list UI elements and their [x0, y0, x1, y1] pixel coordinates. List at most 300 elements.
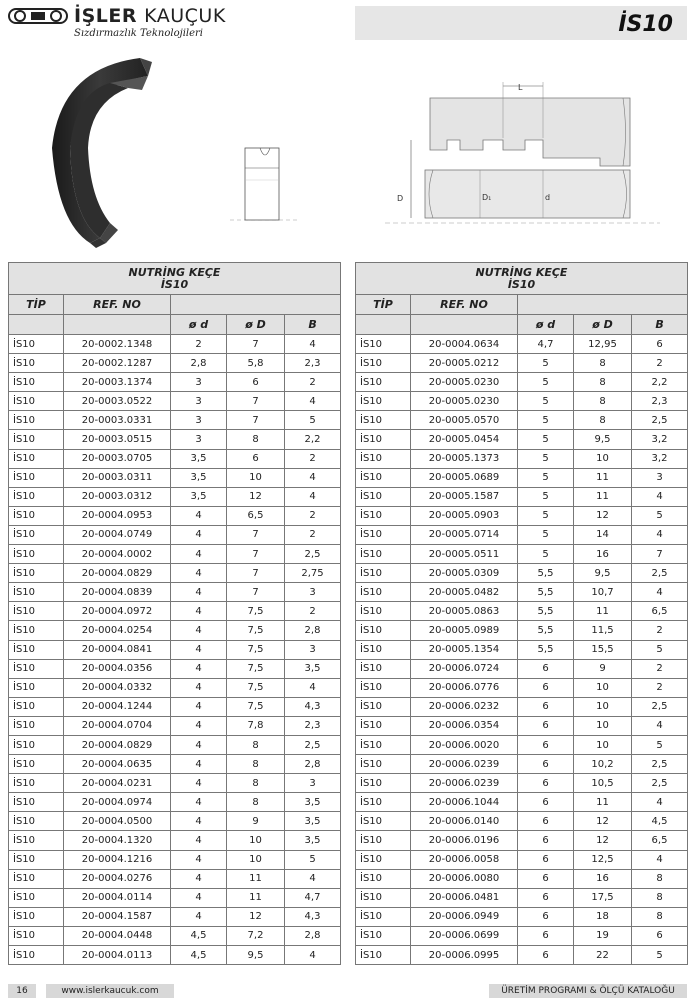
- cell-inner-diameter: 6: [518, 659, 574, 678]
- cell-tip: İS10: [356, 888, 411, 907]
- cell-inner-diameter: 4: [171, 831, 227, 850]
- cell-inner-diameter: 5: [518, 354, 574, 373]
- table-row: [9, 774, 341, 793]
- cell-tip: İS10: [9, 812, 64, 831]
- cell-ref-no: 20-0004.0113: [64, 946, 171, 965]
- cell-tip: İS10: [9, 640, 64, 659]
- cell-tip: İS10: [356, 335, 411, 354]
- cell-inner-diameter: 5,5: [518, 621, 574, 640]
- table-row: [9, 564, 341, 583]
- cell-ref-no: 20-0005.0570: [411, 411, 518, 430]
- cell-ref-no: 20-0004.0839: [64, 583, 171, 602]
- table-row: [9, 583, 341, 602]
- cell-width: 3: [285, 640, 341, 659]
- table-row: [9, 755, 341, 774]
- cell-tip: İS10: [9, 774, 64, 793]
- company-logo: [8, 6, 68, 26]
- cell-inner-diameter: 5: [518, 430, 574, 449]
- cell-tip: İS10: [356, 354, 411, 373]
- page-header: [0, 0, 695, 46]
- cell-outer-diameter: 10,2: [574, 755, 632, 774]
- cell-ref-no: 20-0004.0356: [64, 659, 171, 678]
- table-row: [9, 487, 341, 506]
- dimension-table-left: [8, 262, 341, 965]
- cell-tip: İS10: [9, 525, 64, 544]
- cell-tip: İS10: [9, 907, 64, 926]
- cell-outer-diameter: 8: [227, 793, 285, 812]
- cell-inner-diameter: 5: [518, 487, 574, 506]
- table-row: [9, 506, 341, 525]
- dimension-label-D: D: [397, 194, 404, 203]
- cell-width: 5: [632, 946, 688, 965]
- cell-outer-diameter: 10: [574, 697, 632, 716]
- cell-inner-diameter: 4: [171, 602, 227, 621]
- col-dims-header: [518, 295, 688, 315]
- cell-inner-diameter: 4,5: [171, 926, 227, 945]
- table-row: [356, 545, 688, 564]
- cell-inner-diameter: 5,5: [518, 564, 574, 583]
- table-row: [356, 697, 688, 716]
- cell-outer-diameter: 11: [574, 487, 632, 506]
- cell-outer-diameter: 10: [227, 831, 285, 850]
- cell-inner-diameter: 4: [171, 869, 227, 888]
- cell-ref-no: 20-0006.0481: [411, 888, 518, 907]
- cell-inner-diameter: 6: [518, 831, 574, 850]
- cell-tip: İS10: [356, 640, 411, 659]
- table-row: [356, 335, 688, 354]
- cell-inner-diameter: 6: [518, 907, 574, 926]
- table-row: [356, 621, 688, 640]
- table-row: [356, 392, 688, 411]
- table-row: [9, 735, 341, 754]
- cell-width: 3,5: [285, 659, 341, 678]
- cell-tip: İS10: [9, 735, 64, 754]
- cell-width: 5: [632, 506, 688, 525]
- cell-tip: İS10: [356, 735, 411, 754]
- cell-outer-diameter: 10: [574, 449, 632, 468]
- cell-inner-diameter: 6: [518, 812, 574, 831]
- cell-inner-diameter: 6: [518, 946, 574, 965]
- cell-outer-diameter: 9,5: [574, 430, 632, 449]
- cell-width: 3,5: [285, 793, 341, 812]
- cell-tip: İS10: [9, 831, 64, 850]
- cell-tip: İS10: [356, 602, 411, 621]
- cell-outer-diameter: 8: [574, 373, 632, 392]
- table-row: [356, 354, 688, 373]
- cell-width: 6: [632, 335, 688, 354]
- col-ref-header: REF. NO: [64, 295, 171, 315]
- dimension-label-L: L: [518, 83, 523, 92]
- cell-ref-no: 20-0003.0705: [64, 449, 171, 468]
- col-B-header: B: [285, 315, 341, 335]
- cell-outer-diameter: 10,5: [574, 774, 632, 793]
- cell-width: 2: [632, 621, 688, 640]
- cell-tip: İS10: [356, 697, 411, 716]
- table-row: [356, 888, 688, 907]
- cell-width: 2: [632, 659, 688, 678]
- table-row: [9, 354, 341, 373]
- cell-width: 8: [632, 888, 688, 907]
- col-blank: [411, 315, 518, 335]
- col-d-header: ø d: [518, 315, 574, 335]
- cell-outer-diameter: 9,5: [227, 946, 285, 965]
- cell-inner-diameter: 6: [518, 869, 574, 888]
- cell-ref-no: 20-0004.1587: [64, 907, 171, 926]
- cell-ref-no: 20-0004.0972: [64, 602, 171, 621]
- cell-outer-diameter: 10: [574, 716, 632, 735]
- cell-inner-diameter: 6: [518, 926, 574, 945]
- table-row: [356, 602, 688, 621]
- cell-ref-no: 20-0004.0829: [64, 735, 171, 754]
- table-body-left: [9, 335, 341, 965]
- table-row: [356, 793, 688, 812]
- cell-width: 4,7: [285, 888, 341, 907]
- cell-outer-diameter: 12,5: [574, 850, 632, 869]
- cell-outer-diameter: 7,5: [227, 678, 285, 697]
- cell-ref-no: 20-0004.1216: [64, 850, 171, 869]
- cell-inner-diameter: 4: [171, 888, 227, 907]
- page-footer: [0, 984, 695, 1000]
- cell-width: 4: [285, 487, 341, 506]
- cell-tip: İS10: [356, 793, 411, 812]
- cell-ref-no: 20-0004.0829: [64, 564, 171, 583]
- table-row: [356, 449, 688, 468]
- col-B-header: B: [632, 315, 688, 335]
- cell-ref-no: 20-0004.0841: [64, 640, 171, 659]
- cell-inner-diameter: 5,5: [518, 583, 574, 602]
- cell-ref-no: 20-0003.0311: [64, 468, 171, 487]
- table-row: [9, 411, 341, 430]
- table-row: [9, 430, 341, 449]
- cell-ref-no: 20-0004.1244: [64, 697, 171, 716]
- cell-width: 2,2: [285, 430, 341, 449]
- table-row: [356, 468, 688, 487]
- table-row: [356, 735, 688, 754]
- cell-width: 4,5: [632, 812, 688, 831]
- cell-ref-no: 20-0006.0020: [411, 735, 518, 754]
- cell-ref-no: 20-0004.0635: [64, 755, 171, 774]
- website-link[interactable]: www.islerkaucuk.com: [46, 984, 174, 998]
- cell-width: 8: [632, 907, 688, 926]
- cell-outer-diameter: 10,7: [574, 583, 632, 602]
- cell-tip: İS10: [9, 869, 64, 888]
- caption-line1: NUTRİNG KEÇE: [475, 265, 568, 279]
- cell-inner-diameter: 4: [171, 659, 227, 678]
- cell-ref-no: 20-0005.1587: [411, 487, 518, 506]
- table-caption: [9, 263, 341, 295]
- cell-ref-no: 20-0004.0953: [64, 506, 171, 525]
- cell-width: 2,3: [285, 354, 341, 373]
- cell-width: 4,3: [285, 697, 341, 716]
- cell-tip: İS10: [9, 487, 64, 506]
- cell-inner-diameter: 5: [518, 525, 574, 544]
- cell-outer-diameter: 7: [227, 545, 285, 564]
- cell-tip: İS10: [356, 487, 411, 506]
- cell-ref-no: 20-0004.0974: [64, 793, 171, 812]
- cell-width: 4: [632, 850, 688, 869]
- caption-line1: NUTRİNG KEÇE: [128, 265, 221, 279]
- cell-width: 3,2: [632, 449, 688, 468]
- cell-tip: İS10: [356, 583, 411, 602]
- cell-tip: İS10: [9, 602, 64, 621]
- cell-outer-diameter: 11: [227, 888, 285, 907]
- cell-inner-diameter: 5: [518, 545, 574, 564]
- table-row: [356, 659, 688, 678]
- cell-ref-no: 20-0006.0724: [411, 659, 518, 678]
- cell-inner-diameter: 4: [171, 545, 227, 564]
- table-row: [9, 678, 341, 697]
- cell-tip: İS10: [356, 926, 411, 945]
- cell-ref-no: 20-0003.0312: [64, 487, 171, 506]
- cell-inner-diameter: 4: [171, 755, 227, 774]
- col-blank: [64, 315, 171, 335]
- cell-ref-no: 20-0003.1374: [64, 373, 171, 392]
- cell-tip: İS10: [356, 468, 411, 487]
- cell-width: 4: [632, 583, 688, 602]
- title-box: [355, 6, 687, 40]
- seal-cross-section: [230, 140, 300, 230]
- cell-ref-no: 20-0005.0689: [411, 468, 518, 487]
- cell-ref-no: 20-0005.0230: [411, 373, 518, 392]
- cell-outer-diameter: 5,8: [227, 354, 285, 373]
- cell-inner-diameter: 4: [171, 907, 227, 926]
- table-row: [9, 831, 341, 850]
- cell-width: 4: [285, 335, 341, 354]
- cell-width: 5: [285, 850, 341, 869]
- cell-width: 7: [632, 545, 688, 564]
- cell-width: 4: [632, 793, 688, 812]
- cell-tip: İS10: [356, 506, 411, 525]
- table-row: [9, 850, 341, 869]
- cell-tip: İS10: [9, 354, 64, 373]
- cell-outer-diameter: 15,5: [574, 640, 632, 659]
- dimension-label-D1: D₁: [482, 193, 492, 202]
- table-row: [356, 430, 688, 449]
- table-row: [9, 659, 341, 678]
- col-tip-header: TİP: [9, 295, 64, 315]
- dimension-table-right: [355, 262, 688, 965]
- brand-name: [74, 5, 226, 27]
- cell-outer-diameter: 6,5: [227, 506, 285, 525]
- table-row: [9, 946, 341, 965]
- cell-width: 6,5: [632, 831, 688, 850]
- table-row: [9, 812, 341, 831]
- cell-ref-no: 20-0004.0332: [64, 678, 171, 697]
- cell-outer-diameter: 12,95: [574, 335, 632, 354]
- cell-inner-diameter: 5: [518, 392, 574, 411]
- cell-ref-no: 20-0006.0949: [411, 907, 518, 926]
- table-row: [356, 411, 688, 430]
- table-row: [9, 926, 341, 945]
- cell-width: 2,2: [632, 373, 688, 392]
- cell-width: 2: [285, 373, 341, 392]
- cell-outer-diameter: 7: [227, 564, 285, 583]
- cell-ref-no: 20-0005.1354: [411, 640, 518, 659]
- cell-inner-diameter: 2: [171, 335, 227, 354]
- table-row: [356, 373, 688, 392]
- table-row: [356, 564, 688, 583]
- cell-outer-diameter: 9: [227, 812, 285, 831]
- cell-width: 2,3: [285, 716, 341, 735]
- cell-ref-no: 20-0003.0515: [64, 430, 171, 449]
- cell-tip: İS10: [356, 716, 411, 735]
- col-D-header: ø D: [227, 315, 285, 335]
- cell-ref-no: 20-0006.0196: [411, 831, 518, 850]
- cell-inner-diameter: 5: [518, 373, 574, 392]
- cell-inner-diameter: 5: [518, 449, 574, 468]
- cell-outer-diameter: 12: [574, 506, 632, 525]
- cell-tip: İS10: [9, 659, 64, 678]
- cell-inner-diameter: 4: [171, 793, 227, 812]
- col-d-header: ø d: [171, 315, 227, 335]
- cell-width: 3,2: [632, 430, 688, 449]
- col-blank: [9, 315, 64, 335]
- cell-width: 2: [285, 449, 341, 468]
- cell-outer-diameter: 22: [574, 946, 632, 965]
- cell-ref-no: 20-0006.0776: [411, 678, 518, 697]
- cell-inner-diameter: 3: [171, 430, 227, 449]
- cell-ref-no: 20-0004.0002: [64, 545, 171, 564]
- cell-tip: İS10: [9, 793, 64, 812]
- cell-width: 3: [632, 468, 688, 487]
- cell-ref-no: 20-0004.0231: [64, 774, 171, 793]
- table-row: [9, 449, 341, 468]
- cell-width: 4: [285, 946, 341, 965]
- table-row: [9, 907, 341, 926]
- cell-tip: İS10: [9, 850, 64, 869]
- cell-tip: İS10: [9, 373, 64, 392]
- cell-ref-no: 20-0006.0354: [411, 716, 518, 735]
- cell-inner-diameter: 4: [171, 774, 227, 793]
- cell-ref-no: 20-0004.0448: [64, 926, 171, 945]
- cell-outer-diameter: 7,5: [227, 640, 285, 659]
- cell-width: 2,5: [632, 564, 688, 583]
- cell-outer-diameter: 7,5: [227, 621, 285, 640]
- cell-tip: İS10: [356, 430, 411, 449]
- table-row: [9, 525, 341, 544]
- cell-tip: İS10: [9, 564, 64, 583]
- cell-width: 6,5: [632, 602, 688, 621]
- cell-width: 4: [285, 392, 341, 411]
- cell-outer-diameter: 10: [574, 678, 632, 697]
- cell-ref-no: 20-0005.1373: [411, 449, 518, 468]
- cell-inner-diameter: 6: [518, 774, 574, 793]
- cell-outer-diameter: 8: [227, 430, 285, 449]
- cell-ref-no: 20-0006.0080: [411, 869, 518, 888]
- cell-ref-no: 20-0002.1287: [64, 354, 171, 373]
- cell-ref-no: 20-0006.0058: [411, 850, 518, 869]
- cell-outer-diameter: 16: [574, 869, 632, 888]
- col-blank: [356, 315, 411, 335]
- cell-ref-no: 20-0006.0995: [411, 946, 518, 965]
- cell-outer-diameter: 6: [227, 373, 285, 392]
- cell-tip: İS10: [356, 907, 411, 926]
- table-row: [9, 335, 341, 354]
- table-row: [356, 640, 688, 659]
- cell-outer-diameter: 12: [227, 907, 285, 926]
- cell-outer-diameter: 7,2: [227, 926, 285, 945]
- cell-width: 2,8: [285, 926, 341, 945]
- cell-outer-diameter: 7: [227, 392, 285, 411]
- cell-outer-diameter: 8: [574, 354, 632, 373]
- table-row: [9, 621, 341, 640]
- cell-tip: İS10: [356, 946, 411, 965]
- cell-outer-diameter: 7: [227, 525, 285, 544]
- table-row: [356, 583, 688, 602]
- caption-line2: İS10: [160, 277, 189, 291]
- table-row: [9, 869, 341, 888]
- cell-outer-diameter: 8: [574, 411, 632, 430]
- cell-width: 2,5: [285, 735, 341, 754]
- col-ref-header: REF. NO: [411, 295, 518, 315]
- cell-outer-diameter: 7,5: [227, 602, 285, 621]
- cell-tip: İS10: [9, 888, 64, 907]
- cell-width: 4: [632, 487, 688, 506]
- cell-width: 3: [285, 583, 341, 602]
- cell-width: 3,5: [285, 812, 341, 831]
- cell-width: 2: [285, 506, 341, 525]
- cell-tip: İS10: [356, 755, 411, 774]
- cell-inner-diameter: 2,8: [171, 354, 227, 373]
- cell-outer-diameter: 11: [574, 793, 632, 812]
- cell-outer-diameter: 8: [227, 774, 285, 793]
- cell-ref-no: 20-0006.0239: [411, 774, 518, 793]
- col-tip-header: TİP: [356, 295, 411, 315]
- cell-width: 4: [285, 869, 341, 888]
- cell-width: 2,5: [632, 697, 688, 716]
- cell-width: 8: [632, 869, 688, 888]
- cell-ref-no: 20-0005.0863: [411, 602, 518, 621]
- cell-tip: İS10: [9, 583, 64, 602]
- cell-ref-no: 20-0005.0511: [411, 545, 518, 564]
- cell-outer-diameter: 7,5: [227, 697, 285, 716]
- cell-ref-no: 20-0004.0276: [64, 869, 171, 888]
- cell-outer-diameter: 9,5: [574, 564, 632, 583]
- cell-ref-no: 20-0005.0989: [411, 621, 518, 640]
- cell-width: 2,75: [285, 564, 341, 583]
- brand-light: KAUÇUK: [144, 5, 226, 27]
- table-row: [9, 392, 341, 411]
- table-row: [356, 774, 688, 793]
- table-row: [9, 545, 341, 564]
- cell-inner-diameter: 6: [518, 697, 574, 716]
- cell-tip: İS10: [9, 506, 64, 525]
- cell-ref-no: 20-0005.0714: [411, 525, 518, 544]
- cell-inner-diameter: 4,5: [171, 946, 227, 965]
- cell-tip: İS10: [9, 755, 64, 774]
- cell-width: 2,5: [632, 411, 688, 430]
- cell-width: 2,5: [285, 545, 341, 564]
- cell-tip: İS10: [9, 926, 64, 945]
- cell-inner-diameter: 4: [171, 621, 227, 640]
- table-row: [356, 946, 688, 965]
- table-row: [356, 831, 688, 850]
- cell-tip: İS10: [356, 678, 411, 697]
- cell-ref-no: 20-0006.0140: [411, 812, 518, 831]
- cell-width: 2,8: [285, 621, 341, 640]
- cell-ref-no: 20-0005.0230: [411, 392, 518, 411]
- cell-outer-diameter: 14: [574, 525, 632, 544]
- cell-inner-diameter: 3: [171, 373, 227, 392]
- cell-inner-diameter: 5: [518, 506, 574, 525]
- cell-outer-diameter: 7,8: [227, 716, 285, 735]
- cell-tip: İS10: [356, 621, 411, 640]
- cell-tip: İS10: [356, 545, 411, 564]
- cell-width: 2,5: [632, 774, 688, 793]
- table-row: [356, 926, 688, 945]
- cell-outer-diameter: 7: [227, 335, 285, 354]
- seal-3d-illustration: [40, 48, 160, 248]
